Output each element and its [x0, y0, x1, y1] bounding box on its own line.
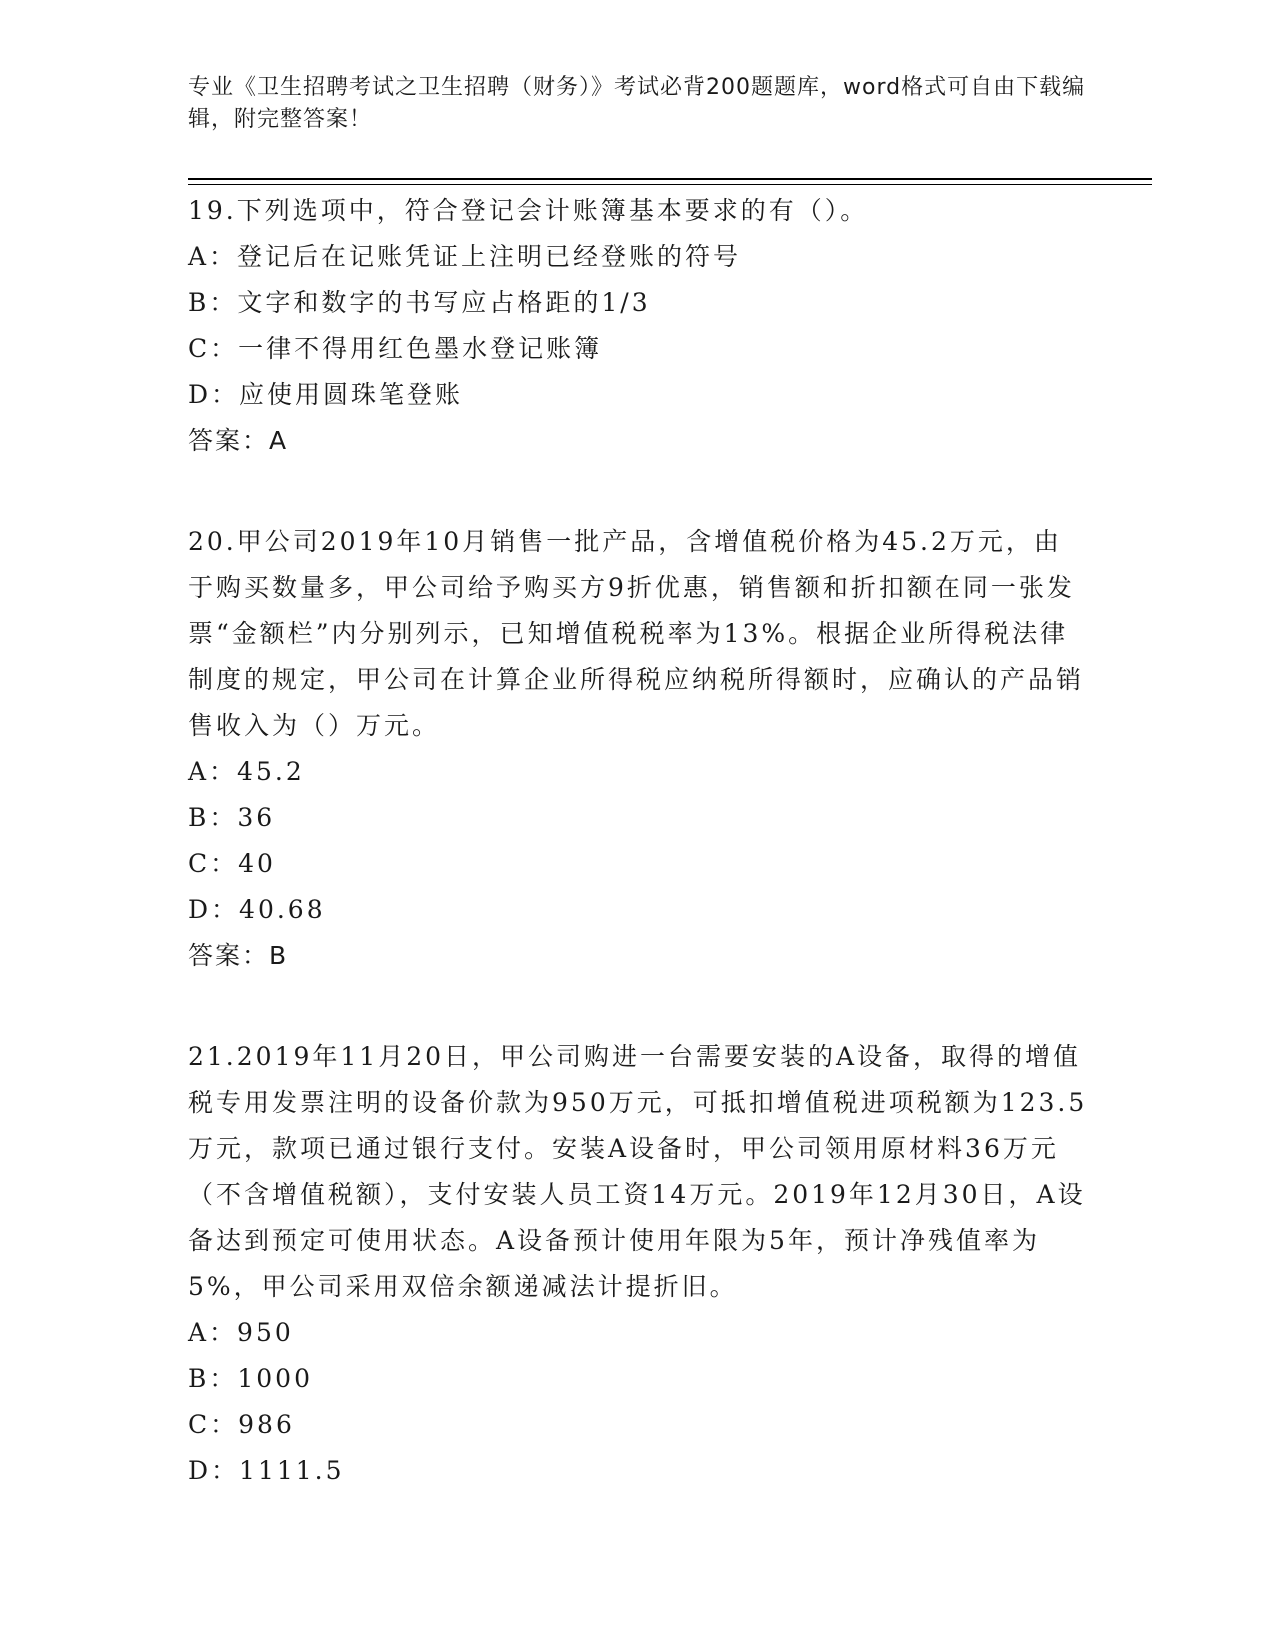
option-b: B：1000: [188, 1364, 313, 1393]
answer-label: 答案：B: [188, 941, 289, 970]
option-c: C：一律不得用红色墨水登记账簿: [188, 334, 603, 363]
option-a: A：登记后在记账凭证上注明已经登账的符号: [188, 242, 742, 271]
question-list: [188, 188, 1088, 1549]
option-a: A：950: [188, 1318, 294, 1347]
question-stem: 19.下列选项中，符合登记会计账簿基本要求的有（）。: [188, 196, 869, 225]
option-d: D：1111.5: [188, 1456, 345, 1485]
header-divider-thick: [188, 178, 1152, 180]
option-b: B：36: [188, 803, 276, 832]
header-divider-thin: [188, 184, 1152, 185]
option-c: C：40: [188, 849, 276, 878]
answer-label: 答案：A: [188, 426, 289, 455]
question-21: [188, 1034, 1088, 1494]
question-20: [188, 519, 1088, 979]
option-d: D：40.68: [188, 895, 326, 924]
option-b: B：文字和数字的书写应占格距的1/3: [188, 288, 651, 317]
option-a: A：45.2: [188, 757, 305, 786]
question-stem: 21.2019年11月20日，甲公司购进一台需要安装的A设备，取得的增值税专用发票注明的设备价款为950万元，可抵扣增值税进项税额为123.5万元，款项已通过银行支付。安装A设备时，甲公司领用原材料36万元（不含增值税额），支付安装人员工资14万元。2019年12月30日，A设备达到预定可使用状态。A设备预计使用年限为5年，预计净残值率为5%，甲公司采用双倍余额递减法计提折旧。: [188, 1042, 1088, 1301]
option-c: C：986: [188, 1410, 295, 1439]
option-d: D：应使用圆珠笔登账: [188, 380, 464, 409]
question-stem: 20.甲公司2019年10月销售一批产品，含增值税价格为45.2万元，由于购买数量多，甲公司给予购买方9折优惠，销售额和折扣额在同一张发票“金额栏”内分别列示，已知增值税税率为13%。根据企业所得税法律制度的规定，甲公司在计算企业所得税应纳税所得额时，应确认的产品销售收入为（）万元。: [188, 527, 1085, 740]
question-19: [188, 188, 1088, 464]
document-header: 专业《卫生招聘考试之卫生招聘（财务）》考试必背200题题库，word格式可自由下载编辑，附完整答案！: [188, 75, 1086, 132]
